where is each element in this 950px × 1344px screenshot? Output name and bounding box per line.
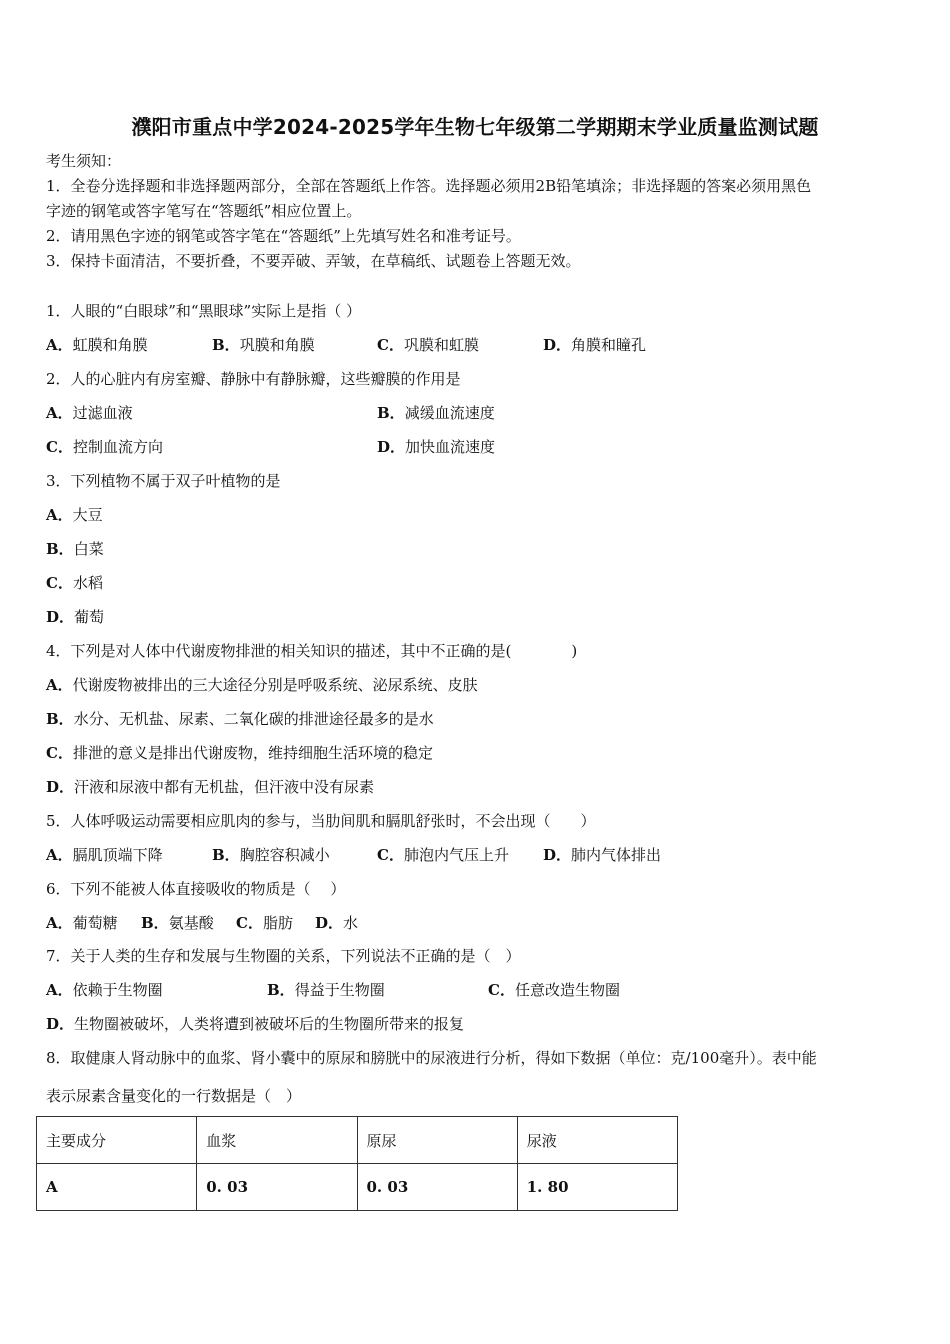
- question-5-option-a[interactable]: A．膈肌顶端下降: [46, 846, 163, 864]
- question-1-option-c[interactable]: C．巩膜和虹膜: [377, 336, 479, 354]
- table-cell: 1. 80: [517, 1164, 677, 1211]
- question-7-option-a[interactable]: A．依赖于生物圈: [46, 981, 163, 999]
- question-6-option-a[interactable]: A．葡萄糖: [46, 914, 118, 932]
- question-4-stem: 4．下列是对人体中代谢废物排泄的相关知识的描述，其中不正确的是( ): [46, 642, 578, 660]
- table-cell: A: [37, 1164, 197, 1211]
- question-6-stem: 6．下列不能被人体直接吸收的物质是（ ）: [46, 880, 346, 898]
- urea-data-table: [36, 1116, 678, 1211]
- question-4-option-c[interactable]: C．排泄的意义是排出代谢废物，维持细胞生活环境的稳定: [46, 744, 433, 762]
- question-1-option-b[interactable]: B．巩膜和角膜: [212, 336, 315, 354]
- question-1-option-a[interactable]: A．虹膜和角膜: [46, 336, 148, 354]
- table-row: [37, 1164, 678, 1211]
- question-4-option-d[interactable]: D．汗液和尿液中都有无机盐，但汗液中没有尿素: [46, 778, 375, 796]
- table-cell: 0. 03: [357, 1164, 517, 1211]
- question-5-option-c[interactable]: C．肺泡内气压上升: [377, 846, 509, 864]
- table-header-cell: 原尿: [357, 1117, 517, 1164]
- notice-line-1b: 字迹的钢笔或答字笔写在“答题纸”相应位置上。: [46, 202, 362, 220]
- question-6-option-b[interactable]: B．氨基酸: [141, 914, 214, 932]
- notice-line-3: 3．保持卡面清洁，不要折叠，不要弄破、弄皱，在草稿纸、试题卷上答题无效。: [46, 252, 581, 270]
- question-5-stem: 5．人体呼吸运动需要相应肌肉的参与，当肋间肌和膈肌舒张时，不会出现（ ）: [46, 812, 596, 830]
- question-8-stem-line-2: 表示尿素含量变化的一行数据是（ ）: [46, 1087, 302, 1105]
- notice-line-1a: 1．全卷分选择题和非选择题两部分，全部在答题纸上作答。选择题必须用2B铅笔填涂；非选择题的答案必须用黑色: [46, 177, 812, 195]
- question-1-stem: 1．人眼的“白眼球”和“黑眼球”实际上是指（ ）: [46, 302, 361, 320]
- table-header-cell: 尿液: [517, 1117, 677, 1164]
- question-2-option-a[interactable]: A．过滤血液: [46, 404, 133, 422]
- question-1-option-d[interactable]: D．角膜和瞳孔: [543, 336, 647, 354]
- question-5-option-b[interactable]: B．胸腔容积减小: [212, 846, 330, 864]
- question-7-stem: 7．关于人类的生存和发展与生物圈的关系，下列说法不正确的是（ ）: [46, 947, 521, 965]
- question-7-option-b[interactable]: B．得益于生物圈: [267, 981, 385, 999]
- table-cell: 0. 03: [197, 1164, 357, 1211]
- question-2-stem: 2．人的心脏内有房室瓣、静脉中有静脉瓣，这些瓣膜的作用是: [46, 370, 461, 388]
- question-4-option-a[interactable]: A．代谢废物被排出的三大途径分别是呼吸系统、泌尿系统、皮肤: [46, 676, 478, 694]
- notice-heading: 考生须知：: [46, 152, 122, 170]
- question-5-option-d[interactable]: D．肺内气体排出: [543, 846, 662, 864]
- page-title: 濮阳市重点中学2024-2025学年生物七年级第二学期期末学业质量监测试题: [131, 115, 819, 139]
- question-6-option-d[interactable]: D．水: [315, 914, 359, 932]
- question-3-option-d[interactable]: D．葡萄: [46, 608, 105, 626]
- question-2-option-c[interactable]: C．控制血流方向: [46, 438, 163, 456]
- question-6-option-c[interactable]: C．脂肪: [236, 914, 293, 932]
- question-3-option-a[interactable]: A．大豆: [46, 506, 103, 524]
- question-7-option-c[interactable]: C．任意改造生物圈: [488, 981, 620, 999]
- question-2-option-b[interactable]: B．减缓血流速度: [377, 404, 495, 422]
- question-3-stem: 3．下列植物不属于双子叶植物的是: [46, 472, 281, 490]
- table-header-cell: 血浆: [197, 1117, 357, 1164]
- notice-line-2: 2．请用黑色字迹的钢笔或答字笔在“答题纸”上先填写姓名和准考证号。: [46, 227, 521, 245]
- question-2-option-d[interactable]: D．加快血流速度: [377, 438, 496, 456]
- table-header-cell: 主要成分: [37, 1117, 197, 1164]
- question-3-option-b[interactable]: B．白菜: [46, 540, 104, 558]
- question-3-option-c[interactable]: C．水稻: [46, 574, 103, 592]
- question-4-option-b[interactable]: B．水分、无机盐、尿素、二氧化碳的排泄途径最多的是水: [46, 710, 434, 728]
- question-8-stem-line-1: 8．取健康人肾动脉中的血浆、肾小囊中的原尿和膀胱中的尿液进行分析，得如下数据（单位：克/100毫升）。表中能: [46, 1049, 817, 1067]
- question-7-option-d[interactable]: D．生物圈被破坏，人类将遭到被破坏后的生物圈所带来的报复: [46, 1015, 465, 1033]
- table-header-row: [37, 1117, 678, 1164]
